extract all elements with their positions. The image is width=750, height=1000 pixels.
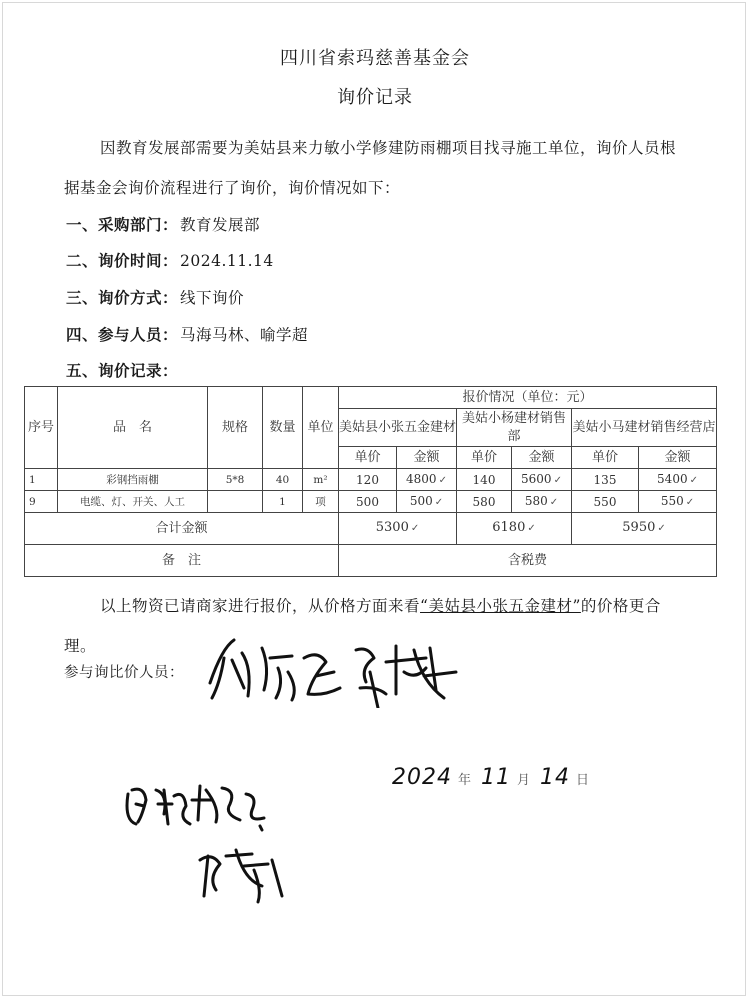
total-amount <box>572 513 717 545</box>
cell-price: 550 <box>572 491 639 513</box>
check-mark: ✓ <box>410 523 420 534</box>
cell-unit: m² <box>303 469 339 491</box>
cell-price: 135 <box>572 469 639 491</box>
header-index: 序号 <box>25 387 58 469</box>
item-value: 线下询价 <box>180 289 245 307</box>
check-mark: ✓ <box>527 523 536 534</box>
signature-label: 参与询比价人员： <box>64 665 184 681</box>
total-label: 合计金额 <box>25 513 339 545</box>
vendor-name: 美姑小马建材销售经营店 <box>572 409 717 447</box>
header-name: 品 名 <box>58 387 208 469</box>
cell-amount <box>512 491 572 513</box>
item-participants <box>66 323 308 345</box>
subheader-price: 单价 <box>572 447 639 469</box>
item-inquiry-record <box>66 359 180 381</box>
organization-title: 四川省索玛慈善基金会 <box>280 48 470 69</box>
check-mark: ✓ <box>689 474 698 486</box>
check-mark: ✓ <box>553 474 562 486</box>
amount-value: 580 <box>524 493 548 508</box>
cell-amount <box>639 469 717 491</box>
intro-text: 因教育发展部需要为美姑县来力敏小学修建防雨棚项目找寻施工单位，询价人员根据基金会询价流程进行了询价，询价情况如下： <box>64 139 677 197</box>
date-year-unit: 年 <box>458 773 472 788</box>
check-mark: ✓ <box>438 474 447 486</box>
amount-value: 500 <box>409 493 433 508</box>
subheader-amount: 金额 <box>512 447 572 469</box>
total-value: 6180 <box>492 520 526 535</box>
subheader-price: 单价 <box>339 447 397 469</box>
cell-qty: 40 <box>263 469 303 491</box>
item-label: 四、参与人员： <box>66 326 179 344</box>
total-amount <box>339 513 457 545</box>
item-label: 一、采购部门： <box>66 216 179 234</box>
cell-qty: 1 <box>263 491 303 513</box>
remark-label: 备 注 <box>25 545 339 577</box>
date-day: 14 <box>540 765 571 790</box>
total-value: 5300 <box>375 520 409 535</box>
cell-amount <box>512 469 572 491</box>
subheader-price: 单价 <box>457 447 512 469</box>
item-inquiry-time <box>66 249 274 271</box>
conclusion-before: 以上物资已请商家进行报价，从价格方面来看 <box>100 597 421 615</box>
remark-value: 含税费 <box>339 545 717 577</box>
header-unit: 单位 <box>303 387 339 469</box>
item-department <box>66 213 260 235</box>
cell-price: 140 <box>457 469 512 491</box>
header-quotes: 报价情况（单位：元） <box>339 387 717 409</box>
approval-strokes <box>127 786 282 902</box>
amount-value: 5600 <box>521 471 552 486</box>
cell-spec: 5*8 <box>208 469 263 491</box>
cell-price: 120 <box>339 469 397 491</box>
cell-price: 500 <box>339 491 397 513</box>
check-mark: ✓ <box>657 523 666 534</box>
subheader-amount: 金额 <box>639 447 717 469</box>
table-row <box>25 469 717 491</box>
date-block <box>392 765 599 790</box>
date-day-unit: 日 <box>576 773 590 788</box>
participant-signatures <box>200 628 470 708</box>
total-amount <box>457 513 572 545</box>
date-month-unit: 月 <box>517 773 531 788</box>
cell-amount <box>639 491 717 513</box>
item-value: 教育发展部 <box>180 216 261 234</box>
cell-price: 580 <box>457 491 512 513</box>
cell-unit: 项 <box>303 491 339 513</box>
total-row <box>25 513 717 545</box>
amount-value: 5400 <box>657 471 688 486</box>
table-row <box>25 491 717 513</box>
header-qty: 数量 <box>263 387 303 469</box>
approval-signatures <box>112 760 292 910</box>
date-month: 11 <box>481 765 512 790</box>
cell-index: 9 <box>25 491 58 513</box>
cell-name: 彩钢挡雨棚 <box>58 469 208 491</box>
cell-name: 电缆、灯、开关、人工 <box>58 491 208 513</box>
cell-spec <box>208 491 263 513</box>
item-value: 2024.11.14 <box>180 252 274 270</box>
conclusion-after: 的价格更合理。 <box>64 597 661 655</box>
intro-paragraph <box>64 128 684 208</box>
total-value: 5950 <box>622 520 656 535</box>
amount-value: 4800 <box>406 471 437 486</box>
remark-row <box>25 545 717 577</box>
signature-strokes <box>210 640 456 708</box>
check-mark: ✓ <box>549 496 559 508</box>
cell-amount <box>397 469 457 491</box>
subheader-amount: 金额 <box>397 447 457 469</box>
vendor-name: 美姑小杨建材销售部 <box>457 409 572 447</box>
amount-value: 550 <box>660 493 684 508</box>
vendor-name: 美姑县小张五金建材 <box>339 409 457 447</box>
check-mark: ✓ <box>434 496 444 508</box>
cell-index: 1 <box>25 469 58 491</box>
header-spec: 规格 <box>208 387 263 469</box>
quotation-table <box>24 386 717 577</box>
item-label: 三、询价方式： <box>66 289 179 307</box>
cell-amount <box>397 491 457 513</box>
date-year: 2024 <box>392 765 452 790</box>
item-inquiry-method <box>66 286 244 308</box>
item-label: 五、询价记录： <box>66 362 179 380</box>
document-title: 询价记录 <box>337 87 413 108</box>
item-value: 马海马林、喻学超 <box>180 326 309 344</box>
recommended-vendor: “美姑县小张五金建材” <box>420 597 581 615</box>
item-label: 二、询价时间： <box>66 252 179 270</box>
check-mark: ✓ <box>685 496 695 508</box>
